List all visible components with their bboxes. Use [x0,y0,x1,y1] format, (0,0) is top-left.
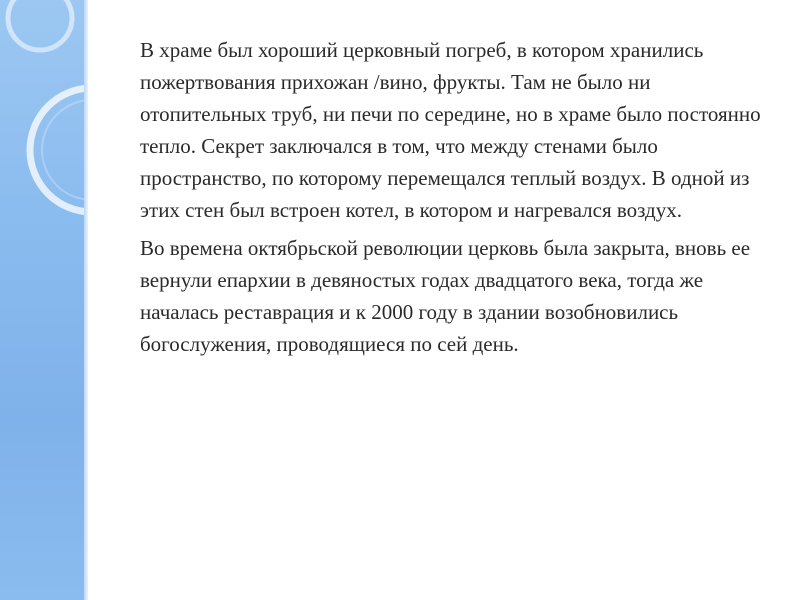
large-ring-icon [30,88,88,212]
paragraph-1: В храме был хороший церковный погреб, в котором хранились пожертвования прихожан /вино, фрукты. Там не было ни отопительных труб, ни печи по середине, но в храме было постоянно тепло. Секрет заключался в том, что между стенами было пространство, по которому перемещался теплый воздух. В одной из этих стен был встроен котел, в котором и нагревался воздух. [140,38,761,222]
band-edge [84,0,88,600]
side-decorative-band [0,0,88,600]
inner-ring-icon [42,100,88,200]
top-ring-icon [8,0,72,50]
paragraph-2: Во времена октябрьской революции церковь была закрыта, вновь ее вернули епархии в девяностых годах двадцатого века, тогда же началась реставрация и к 2000 году в здании возобновились богослужения, проводящиеся по сей день. [140,236,751,356]
band-decoration [0,0,88,600]
slide-body [140,34,780,366]
